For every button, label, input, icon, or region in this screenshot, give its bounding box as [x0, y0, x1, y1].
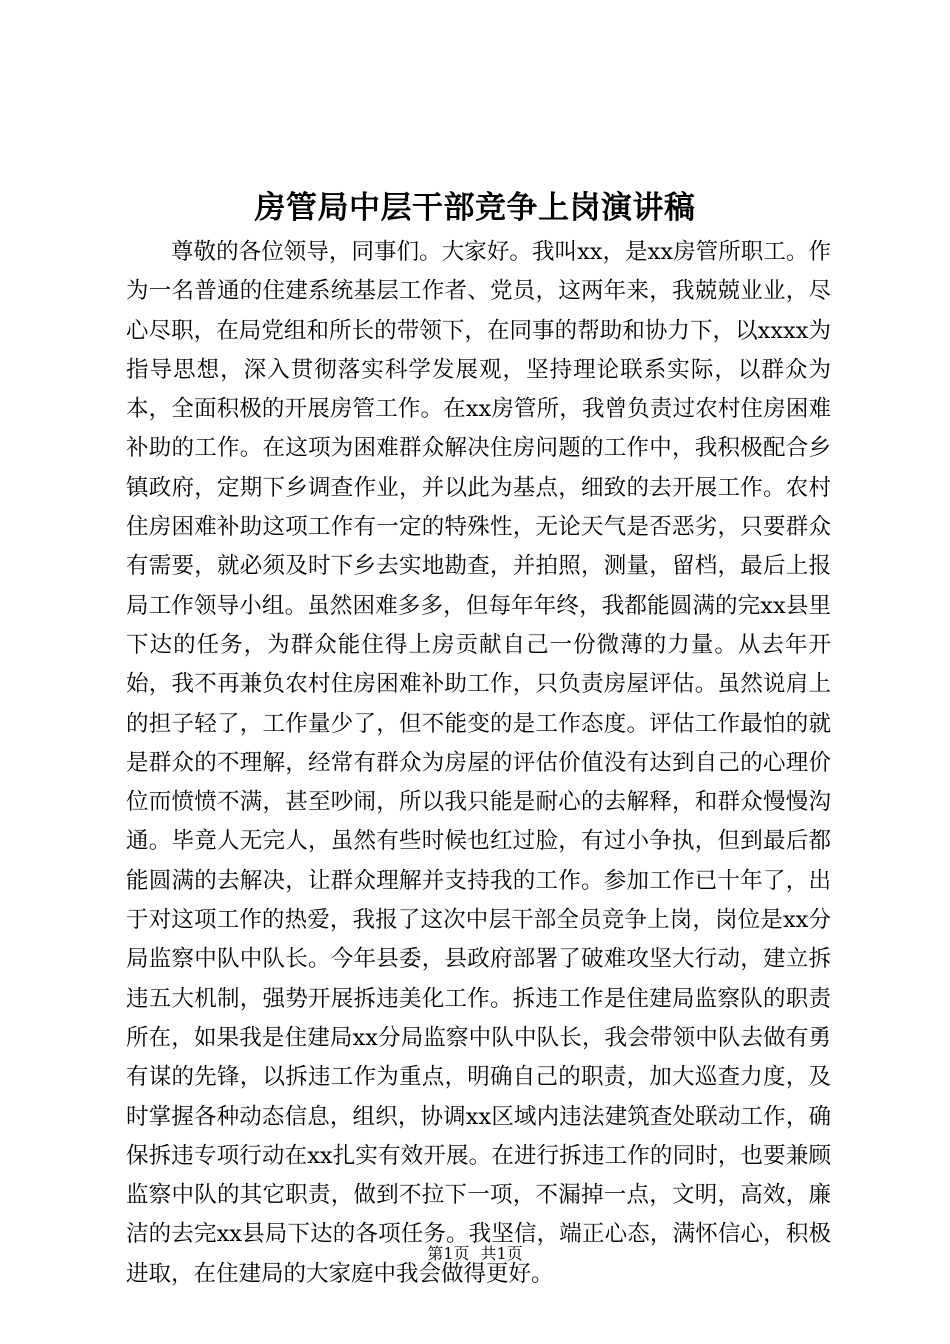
- page-number: 第1页: [427, 1244, 470, 1263]
- document-title: 房管局中层干部竞争上岗演讲稿: [254, 190, 696, 226]
- document-body: 尊敬的各位领导，同事们。大家好。我叫xx，是xx房管所职工。作为一名普通的住建系统基层工作者、党员，这两年来，我兢兢业业，尽心尽职，在局党组和所长的带领下，在同事的帮助和协力下，以xxxx为指导思想，深入贯彻落实科学发展观，坚持理论联系实际，以群众为本，全面积极的开展房管工作。在xx房管所，我曾负责过农村住房困难补助的工作。在这项为困难群众解决住房问题的工作中，我积极配合乡镇政府，定期下乡调查作业，并以此为基点，细致的去开展工作。农村住房困难补助这项工作有一定的特殊性，无论天气是否恶劣，只要群众有需要，就必须及时下乡去实地勘查，并拍照，测量，留档，最后上报局工作领导小组。虽然困难多多，但每年年终，我都能圆满的完xx县里下达的任务，为群众能住得上房贡献自己一份微薄的力量。从去年开始，我不再兼负农村住房困难补助工作，只负责房屋评估。虽然说肩上的担子轻了，工作量少了，但不能变的是工作态度。评估工作最怕的就是群众的不理解，经常有群众为房屋的评估价值没有达到自己的心理价位而愤愤不满，甚至吵闹，所以我只能是耐心的去解释，和群众慢慢沟通。毕竟人无完人，虽然有些时候也红过脸，有过小争执，但到最后都能圆满的去解决，让群众理解并支持我的工作。参加工作已十年了，出于对这项工作的热爱，我报了这次中层干部全员竞争上岗，岗位是xx分局监察中队中队长。今年县委，县政府部署了破难攻坚大行动，建立拆违五大机制，强势开展拆违美化工作。拆违工作是住建局监察队的职责所在，如果我是住建局xx分局监察中队中队长，我会带领中队去做有勇有谋的先锋，以拆违工作为重点，明确自己的职责，加大巡查力度，及时掌握各种动态信息，组织，协调xx区域内违法建筑查处联动工作，确保拆违专项行动在xx扎实有效开展。在进行拆违工作的同时，也要兼顾监察中队的其它职责，做到不拉下一项，不漏掉一点，文明，高效，廉洁的去完xx县局下达的各项任务。我坚信，端正心态，满怀信心，积极进取，在住建局的大家庭中我会做得更好。: [126, 239, 831, 1287]
- page-total: 共1页: [480, 1244, 523, 1263]
- page-footer: [0, 1244, 950, 1264]
